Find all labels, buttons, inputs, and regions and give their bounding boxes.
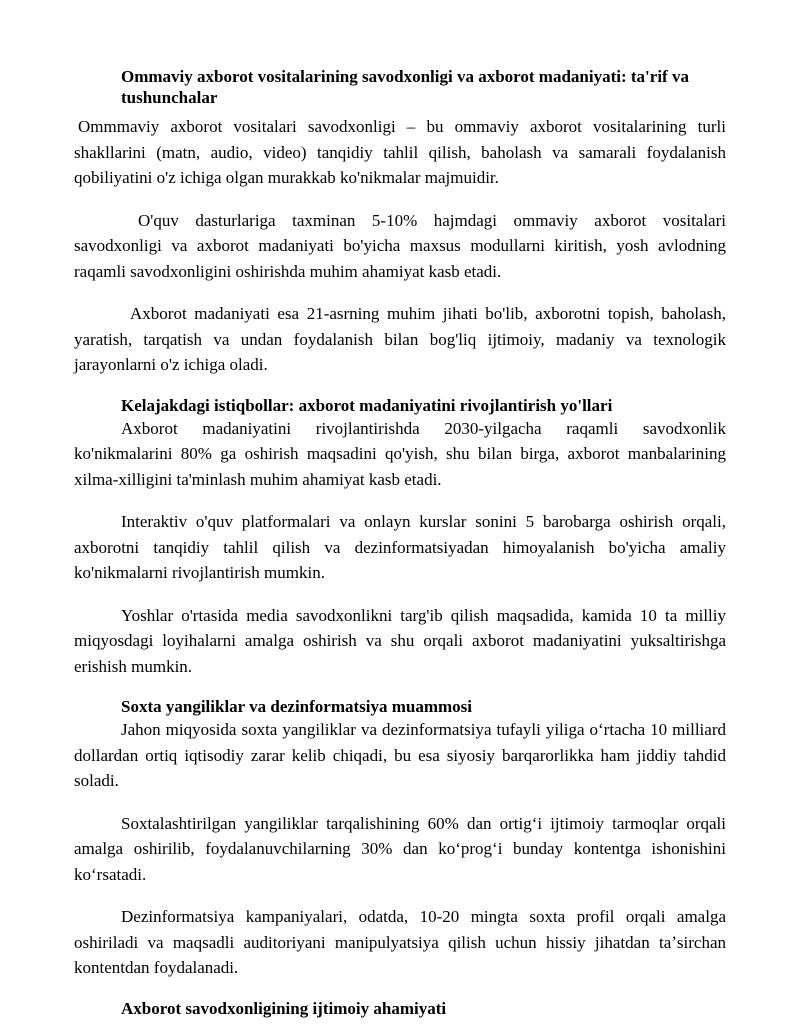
paragraph: Axborot madaniyatini rivojlantirishda 2030-yilgacha raqamli savodxonlik ko'nikmalarini 80% ga oshirish maqsadini qo'yish, shu bilan birga, axborot manbalarining xilma-xilligini ta'minlash muhim ahamiyat kasb etadi.	[74, 418, 726, 489]
section-heading: Ommaviy axborot vositalarining savodxonligi va axborot madaniyati: ta'rif va tushunchalar	[121, 67, 689, 107]
paragraph: Ommmaviy axborot vositalari savodxonligi – bu ommaviy axborot vositalarining turli shakllarini (matn, audio, video) tanqidiy tahlil qilish, baholash va samarali foydalanish qobiliyatini o'z ichiga olgan murakkab ko'nikmalar majmuidir.	[74, 117, 726, 187]
section-future-prospects	[74, 395, 726, 680]
paragraph: Dezinformatsiya kampaniyalari, odatda, 10-20 mingta soxta profil orqali amalga oshiriladi va maqsadli auditoriyani manipulyatsiya qilish uchun hissiy jihatdan taʼsirchan kontentdan foydalanadi.	[74, 907, 726, 977]
section-social-significance	[74, 998, 726, 1019]
paragraph: O'quv dasturlariga taxminan 5-10% hajmdagi ommaviy axborot vositalari savodxonligi va axborot madaniyati bo'yicha maxsus modullarni kiritish, yosh avlodning raqamli savodxonligini oshirishda muhim ahamiyat kasb etadi.	[74, 210, 726, 281]
paragraph: Yoshlar o'rtasida media savodxonlikni targ'ib qilish maqsadida, kamida 10 ta milliy miqyosdagi loyihalarni amalga oshirish va shu orqali axborot madaniyatini yuksaltirishga erishish mumkin.	[74, 605, 726, 676]
paragraph: Interaktiv o'quv platformalari va onlayn kurslar sonini 5 barobarga oshirish orqali, axborotni tanqidiy tahlil qilish va dezinformatsiyadan himoyalanish bo'yicha amaliy ko'nikmalarni rivojlantirish mumkin.	[74, 512, 726, 582]
document-page	[74, 66, 726, 1019]
section-heading: Axborot savodxonligining ijtimoiy ahamiyati	[121, 998, 447, 1018]
section-heading: Kelajakdagi istiqbollar: axborot madaniyatini rivojlantirish yo'llari	[121, 395, 613, 415]
section-definitions	[74, 66, 726, 378]
paragraph: Axborot madaniyati esa 21-asrning muhim jihati bo'lib, axborotni topish, baholash, yaratish, tarqatish va undan foydalanish bilan bog'liq ijtimoiy, madaniy va texnologik jarayonlarni o'z ichiga oladi.	[74, 304, 726, 374]
paragraph: Jahon miqyosida soxta yangiliklar va dezinformatsiya tufayli yiliga oʻrtacha 10 milliard dollardan ortiq iqtisodiy zarar kelib chiqadi, bu esa siyosiy barqarorlikka ham jiddiy tahdid soladi.	[74, 720, 726, 790]
section-fake-news	[74, 696, 726, 981]
paragraph: Soxtalashtirilgan yangiliklar tarqalishining 60% dan ortigʻi ijtimoiy tarmoqlar orqali amalga oshirilib, foydalanuvchilarning 30% dan koʻprogʻi bunday kontentga ishonishini koʻrsatadi.	[74, 813, 726, 884]
section-heading: Soxta yangiliklar va dezinformatsiya muammosi	[121, 697, 473, 716]
